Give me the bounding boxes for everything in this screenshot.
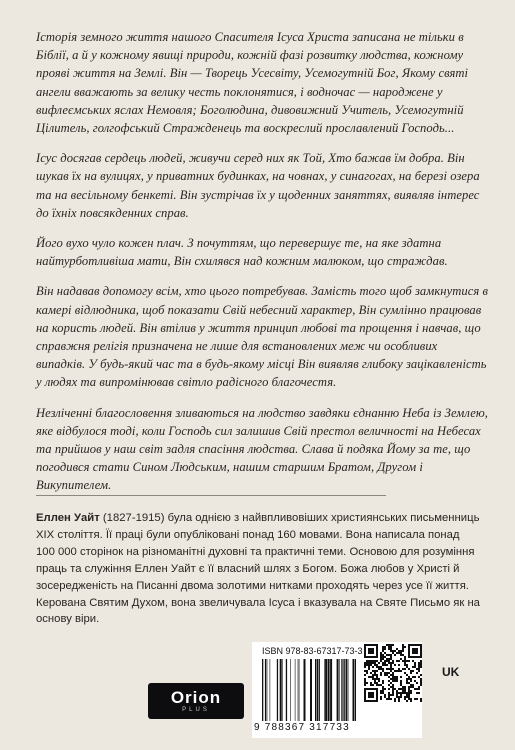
paragraph-4: Він надавав допомогу всім, хто цього потребував. Замість того щоб замкнутися в камері відлюдника, щоб показати Свій небесний характер, Він сумлінно працював на користь людей. Він втілив у життя принцип любові та прощення і навчав, що справжня релігія призначена не лише для встановлених меж чи особливих випадків. У будь-який час та в будь-якому місці Він виявляв глибоку зацікавленість у людях та випромінював світло радісного благочестя. bbox=[36, 284, 488, 390]
paragraph-2: Ісус досягав сердець людей, живучи серед них як Той, Хто бажав їм добра. Він шукав їх на вулицях, у приватних будинках, на човнах, у синагогах, на березі озера та на весільному бенкеті. Він зустрічав їх у щоденних заняттях, виявляв інтерес до їхніх повсякденних справ. bbox=[36, 151, 480, 220]
isbn-label: ISBN 978-83-67317-73-3 bbox=[262, 646, 363, 656]
back-cover-text bbox=[36, 28, 488, 495]
language-code: UK bbox=[442, 665, 460, 679]
author-name: Еллен Уайт bbox=[36, 512, 100, 524]
author-bio-text: (1827-1915) була однією з найвпливовіших християнських письменниць XIX століття. Її праці були опубліковані понад 160 мовами. Вона написала понад 100 000 сторінок на різноманітні духовні та практичні теми. Основою для розуміння праць та служіння Еллен Уайт є її власний шлях з Богом. Божа любов у Христі й зосередженість на Писанні двома золотими нитками проходять через усе її життя. Керована Святим Духом, вона звеличувала Ісуса і вказувала на Святе Письмо як на основу віри. bbox=[36, 512, 480, 626]
qr-code-icon bbox=[364, 644, 422, 702]
publisher-logo-sub: PLUS bbox=[182, 706, 210, 713]
publisher-logo-name: Orion bbox=[170, 687, 222, 707]
paragraph-1: Історія земного життя нашого Спасителя Ісуса Христа записана не тільки в Біблії, а й у кожному явищі природи, кожній фазі розвитку людства, кожному прояві життя на Землі. Він — Творець Усесвіту, Усемогутній Бог, Якому святі ангели вважають за велику честь поклонятися, і водночас — народжене у вифлеємських яслах Немовля; Боголюдина, дивовижний Учитель, Усемогутній Цілитель, голгофський Стражденець та воскреслий прославлений Господь... bbox=[36, 30, 469, 136]
barcode-digits: 9 788367 317733 bbox=[254, 722, 350, 733]
publisher-logo bbox=[148, 683, 244, 719]
paragraph-3: Його вухо чуло кожен плач. З почуттям, що перевершує те, на яке здатна найтурботливіша мати, Він схилявся над кожним малюком, що страждав. bbox=[36, 236, 448, 269]
paragraph-5: Незліченні благословення зливаються на людство завдяки єднанню Неба із Землею, яке відбулося тоді, коли Господь сил залишив Свій престол величності на Небесах та прийшов у наш світ задля спасіння людства. Слава й подяка Йому за те, що погодився стати Сином Людським, нашим старшим Братом, Другом і Викупителем. bbox=[36, 405, 488, 493]
author-bio bbox=[36, 510, 481, 628]
section-divider bbox=[36, 495, 386, 496]
barcode-bars bbox=[262, 659, 356, 721]
